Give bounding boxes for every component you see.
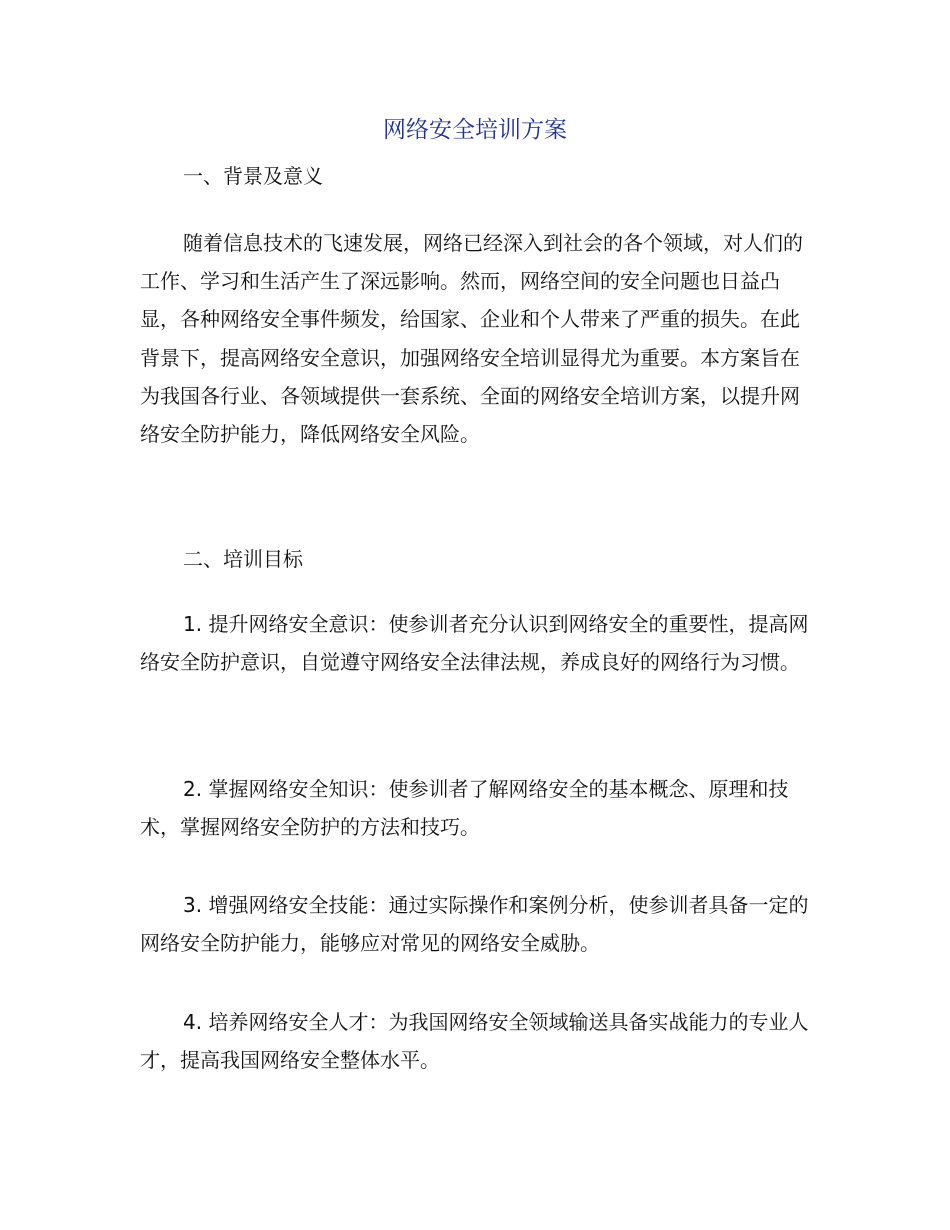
document-title: 网络安全培训方案	[383, 117, 567, 143]
goal-item-3: 3. 增强网络安全技能：通过实际操作和案例分析，使参训者具备一定的网络安全防护能力，能够应对常见的网络安全威胁。	[140, 893, 809, 956]
background-paragraph: 随着信息技术的飞速发展，网络已经深入到社会的各个领域，对人们的工作、学习和生活产生了深远影响。然而，网络空间的安全问题也日益凸显，各种网络安全事件频发，给国家、企业和个人带来了严重的损失。在此背景下，提高网络安全意识，加强网络安全培训显得尤为重要。本方案旨在为我国各行业、各领域提供一套系统、全面的网络安全培训方案，以提升网络安全防护能力，降低网络安全风险。	[140, 231, 803, 447]
section-heading-goals: 二、培训目标	[183, 547, 303, 571]
section-heading-background: 一、背景及意义	[183, 164, 323, 188]
goal-item-1: 1. 提升网络安全意识：使参训者充分认识到网络安全的重要性，提高网络安全防护意识，自觉遵守网络安全法律法规，养成良好的网络行为习惯。	[140, 612, 809, 675]
goal-item-2: 2. 掌握网络安全知识：使参训者了解网络安全的基本概念、原理和技术，掌握网络安全防护的方法和技巧。	[140, 777, 789, 840]
goal-item-4: 4. 培养网络安全人才：为我国网络安全领域输送具备实战能力的专业人才，提高我国网络安全整体水平。	[140, 1010, 809, 1073]
